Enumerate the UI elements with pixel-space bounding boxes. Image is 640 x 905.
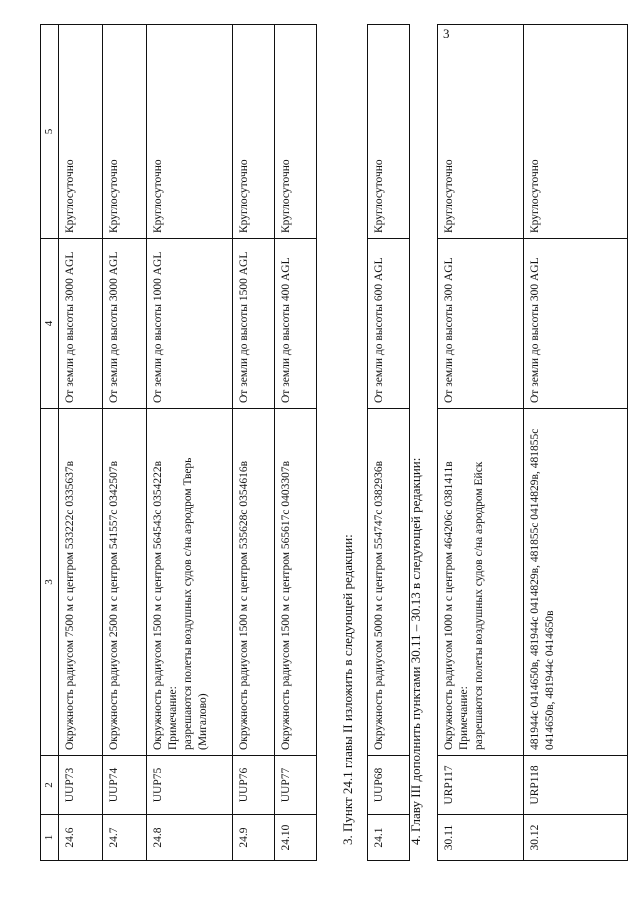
table-row	[438, 25, 524, 861]
vertical-limits: От земли до высоты 600 AGL	[368, 239, 410, 409]
table-row	[232, 25, 274, 861]
zone-code: UUP77	[274, 756, 316, 815]
airspace-table-item-24-1	[367, 24, 410, 861]
activity-time: Круглосуточно	[146, 25, 232, 239]
vertical-limits: От земли до высоты 1000 AGL	[146, 239, 232, 409]
airspace-table-chapter-2	[40, 24, 317, 861]
table-row	[102, 25, 146, 861]
vertical-limits: От земли до высоты 300 AGL	[438, 239, 524, 409]
column-header: 3	[41, 409, 59, 756]
table-row	[524, 25, 628, 861]
zone-boundary: Окружность радиусом 2500 м с центром 541557с 0342507в	[102, 409, 146, 756]
table-row	[58, 25, 102, 861]
column-header: 1	[41, 815, 59, 861]
table-row	[274, 25, 316, 861]
item-number: 24.9	[232, 815, 274, 861]
zone-code: UUP73	[58, 756, 102, 815]
vertical-limits: От земли до высоты 300 AGL	[524, 239, 628, 409]
note-text: разрешаются полеты воздушных судов с/на аэродром Ейск	[473, 461, 486, 750]
note-label: Примечание:	[458, 686, 471, 750]
page-number: 3	[443, 26, 450, 41]
zone-boundary: Окружность радиусом 1500 м с центром 535628с 0354616в	[232, 409, 274, 756]
vertical-limits: От земли до высоты 3000 AGL	[102, 239, 146, 409]
zone-boundary: Окружность радиусом 7500 м с центром 533222с 0335637в	[58, 409, 102, 756]
note-text: разрешаются полеты воздушных судов с/на аэродром Тверь (Мигалово)	[181, 457, 210, 750]
item-number: 24.8	[146, 815, 232, 861]
zone-code: UUP75	[146, 756, 232, 815]
zone-boundary-cell	[146, 409, 232, 756]
zone-code: UUP76	[232, 756, 274, 815]
zone-boundary-cell	[438, 409, 524, 756]
section-3-heading: 3. Пункт 24.1 главы II изложить в следующей редакции:	[340, 534, 355, 845]
activity-time: Круглосуточно	[274, 25, 316, 239]
table-header-row	[41, 25, 59, 861]
activity-time: Круглосуточно	[524, 25, 628, 239]
activity-time: Круглосуточно	[368, 25, 410, 239]
item-number: 30.12	[524, 815, 628, 861]
airspace-table-chapter-3	[437, 24, 628, 861]
zone-boundary: Окружность радиусом 5000 м с центром 554747с 0382936в	[368, 409, 410, 756]
zone-boundary: Окружность радиусом 1500 м с центром 564543с 0354222в	[151, 460, 164, 750]
activity-time: Круглосуточно	[438, 25, 524, 239]
column-header: 5	[41, 25, 59, 239]
item-number: 24.1	[368, 815, 410, 861]
zone-code: UUP68	[368, 756, 410, 815]
activity-time: Круглосуточно	[102, 25, 146, 239]
column-header: 4	[41, 239, 59, 409]
zone-code: UUP74	[102, 756, 146, 815]
section-4-heading: 4. Главу III дополнить пунктами 30.11 – 30.13 в следующей редакции:	[408, 457, 423, 845]
vertical-limits: От земли до высоты 3000 AGL	[58, 239, 102, 409]
table-row	[368, 25, 410, 861]
note-label: Примечание:	[166, 686, 179, 750]
item-number: 24.10	[274, 815, 316, 861]
zone-boundary: 481944с 0414650в, 481944с 0414829в, 481855с 0414829в, 481855с 0414650в, 481944с 0414650в	[524, 409, 628, 756]
zone-boundary: Окружность радиусом 1000 м с центром 464206с 0381411в	[443, 461, 455, 750]
activity-time: Круглосуточно	[232, 25, 274, 239]
item-number: 30.11	[438, 815, 524, 861]
item-number: 24.7	[102, 815, 146, 861]
zone-code: URP118	[524, 756, 628, 815]
vertical-limits: От земли до высоты 400 AGL	[274, 239, 316, 409]
activity-time: Круглосуточно	[58, 25, 102, 239]
vertical-limits: От земли до высоты 1500 AGL	[232, 239, 274, 409]
zone-code: URP117	[438, 756, 524, 815]
item-number: 24.6	[58, 815, 102, 861]
zone-boundary: Окружность радиусом 1500 м с центром 565617с 0403307в	[274, 409, 316, 756]
column-header: 2	[41, 756, 59, 815]
table-row	[146, 25, 232, 861]
